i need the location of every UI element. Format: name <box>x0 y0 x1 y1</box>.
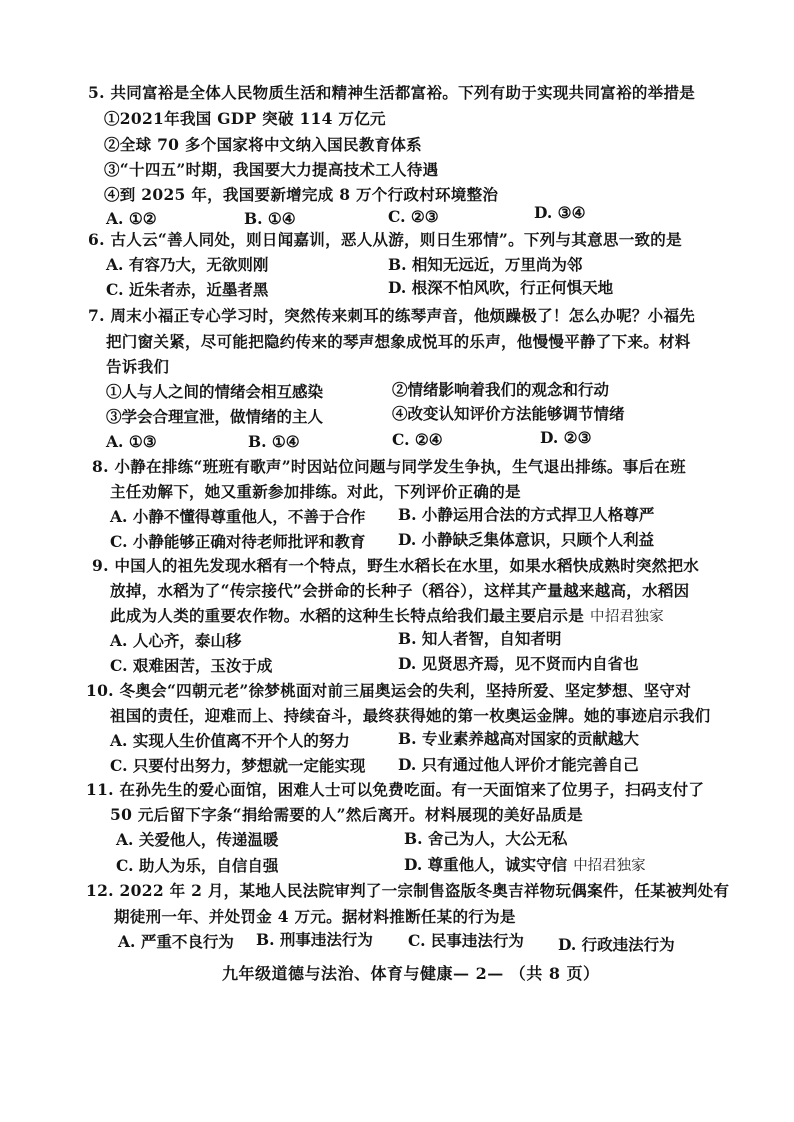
q5-option-a: A. ①② <box>106 209 157 228</box>
q8-option-b: B. 小静运用合法的方式捍卫人格尊严 <box>398 505 655 524</box>
q9-stem-line-3-text: 此成为人类的重要农作物。水稻的这种生长特点给我们最主要启示是 <box>110 606 585 625</box>
q11-stem-line-2: 50 元后留下字条“捐给需要的人”然后离开。材料展现的美好品质是 <box>110 805 583 824</box>
q5-option-c: C. ②③ <box>388 207 439 226</box>
q6-option-b: B. 相知无远近，万里尚为邻 <box>388 255 583 274</box>
q10-option-d: D. 只有通过他人评价才能完善自己 <box>398 755 639 774</box>
q5-item-3: ③“十四五”时期，我国要大力提高技术工人待遇 <box>104 160 439 179</box>
q5-item-4: ④到 2025 年，我国要新增完成 8 万个行政村环境整治 <box>104 185 499 204</box>
q6-option-d: D. 根深不怕风吹，行正何惧天地 <box>388 278 614 297</box>
q11-option-d-row <box>404 855 646 876</box>
q12-option-b: B. 刑事违法行为 <box>256 930 373 949</box>
q11-option-b: B. 舍己为人，大公无私 <box>404 829 568 848</box>
q7-option-d: D. ②③ <box>540 428 592 447</box>
q10-stem-line-1: 10. 冬奥会“四朝元老”徐梦桃面对前三届奥运会的失利，坚持所爱、坚定梦想、坚守对 <box>86 681 691 700</box>
q5-option-b: B. ①④ <box>244 209 296 228</box>
q7-option-c: C. ②④ <box>392 430 443 449</box>
q7-item-2: ②情绪影响着我们的观念和行动 <box>392 380 610 399</box>
q9-option-a: A. 人心齐，泰山移 <box>110 631 242 650</box>
watermark-label: 中招君独家 <box>573 858 646 874</box>
q7-item-1: ①人与人之间的情绪会相互感染 <box>106 382 324 401</box>
q8-stem-line-1: 8. 小静在排练“班班有歌声”时因站位问题与同学发生争执，生气退出排练。事后在班 <box>92 457 686 476</box>
q7-option-a: A. ①③ <box>106 432 157 451</box>
q9-stem-line-3 <box>110 606 664 627</box>
q12-option-a: A. 严重不良行为 <box>118 932 234 951</box>
q9-option-c: C. 艰难困苦，玉汝于成 <box>110 656 273 675</box>
q12-stem-line-1: 12. 2022 年 2 月，某地人民法院审判了一宗制售盗版冬奥吉祥物玩偶案件，任某被判处有 <box>86 881 730 900</box>
q6-option-a: A. 有容乃大，无欲则刚 <box>106 255 269 274</box>
q5-option-d: D. ③④ <box>534 203 586 222</box>
q11-stem-line-1: 11. 在孙先生的爱心面馆，困难人士可以免费吃面。有一天面馆来了位男子，扫码支付了 <box>86 780 705 799</box>
q7-stem-line-1: 7. 周末小福正专心学习时，突然传来刺耳的练琴声音，他烦躁极了！怎么办呢？小福先 <box>88 306 696 325</box>
q6-stem: 6. 古人云“善人同处，则日闻嘉训，恶人从游，则日生邪情”。下列与其意思一致的是 <box>88 230 682 249</box>
q12-stem-line-2: 期徒刑一年、并处罚金 4 万元。据材料推断任某的行为是 <box>114 907 516 926</box>
q10-option-b: B. 专业素养越高对国家的贡献越大 <box>398 729 639 748</box>
q5-item-1: ①2021年我国 GDP 突破 114 万亿元 <box>104 109 386 128</box>
q5-stem: 5. 共同富裕是全体人民物质生活和精神生活都富裕。下列有助于实现共同富裕的举措是 <box>88 83 696 102</box>
q7-stem-line-3: 告诉我们 <box>106 357 170 376</box>
q8-option-d: D. 小静缺乏集体意识，只顾个人利益 <box>398 530 655 549</box>
q7-item-4: ④改变认知评价方法能够调节情绪 <box>392 404 625 423</box>
q8-stem-line-2: 主任劝解下，她又重新参加排练。对此，下列评价正确的是 <box>110 482 521 501</box>
q9-option-b: B. 知人者智，自知者明 <box>398 629 562 648</box>
q9-stem-line-2: 放掉，水稻为了“传宗接代”会拼命的长种子（稻谷），这样其产量越来越高，水稻因 <box>110 581 690 600</box>
q8-option-c: C. 小静能够正确对待老师批评和教育 <box>110 532 366 551</box>
q11-option-d: D. 尊重他人，诚实守信 <box>404 855 568 874</box>
q12-option-d: D. 行政违法行为 <box>558 935 675 954</box>
q7-item-3: ③学会合理宣泄，做情绪的主人 <box>106 407 324 426</box>
q11-option-a: A. 关爱他人，传递温暖 <box>116 830 279 849</box>
q6-option-c: C. 近朱者赤，近墨者黑 <box>106 280 269 299</box>
q9-option-d: D. 见贤思齐焉，见不贤而内自省也 <box>398 654 639 673</box>
watermark-label: 中招君独家 <box>590 609 665 625</box>
q10-option-a: A. 实现人生价值离不开个人的努力 <box>110 731 350 750</box>
q7-option-b: B. ①④ <box>248 432 300 451</box>
q10-stem-line-2: 祖国的责任，迎难而上、持续奋斗，最终获得她的第一枚奥运金牌。她的事迹启示我们 <box>110 706 711 725</box>
q8-option-a: A. 小静不懂得尊重他人，不善于合作 <box>110 507 366 526</box>
q12-option-c: C. 民事违法行为 <box>408 931 524 950</box>
q11-option-c: C. 助人为乐，自信自强 <box>116 856 279 875</box>
q10-option-c: C. 只要付出努力，梦想就一定能实现 <box>110 756 366 775</box>
q5-item-2: ②全球 70 多个国家将中文纳入国民教育体系 <box>104 135 422 154</box>
page-footer: 九年级道德与法治、体育与健康— 2— （共 8 页） <box>222 964 600 983</box>
q9-stem-line-1: 9. 中国人的祖先发现水稻有一个特点，野生水稻长在水里，如果水稻快成熟时突然把水 <box>92 556 700 575</box>
q7-stem-line-2: 把门窗关紧，尽可能把隐约传来的琴声想象成悦耳的乐声，他慢慢平静了下来。材料 <box>106 332 691 351</box>
